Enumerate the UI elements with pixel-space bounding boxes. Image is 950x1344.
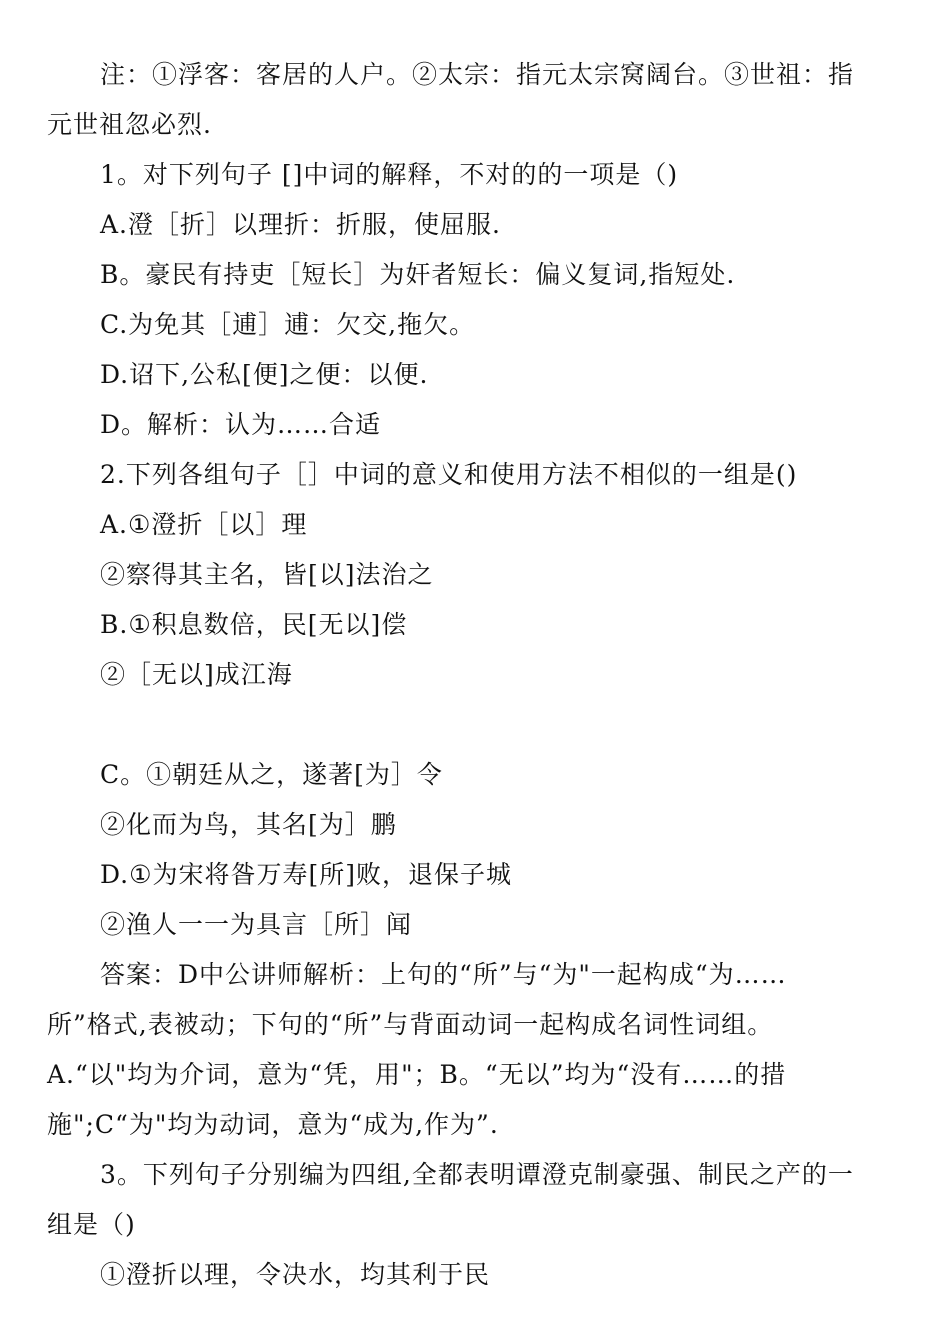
question-2-option-b-1: B.①积息数倍，民[无以]偿 xyxy=(100,610,408,639)
question-3-stem: 3。下列句子分别编为四组,全都表明谭澄克制豪强、制民之产的一 xyxy=(100,1160,854,1189)
question-3-item-1: ①澄折以理，令决水，均其利于民 xyxy=(100,1260,491,1289)
question-1-answer: D。解析：认为……合适 xyxy=(100,410,382,439)
question-1-option-d: D.诏下,公私[便]之便：以便. xyxy=(100,360,429,389)
question-2-option-d-2: ②渔人一一为具言［所］闻 xyxy=(100,910,413,939)
annotation-line: 注：①浮客：客居的人户。②太宗：指元太宗窝阔台。③世祖：指 xyxy=(100,60,855,89)
question-1-option-a: A.澄［折］以理折：折服，使屈服. xyxy=(100,210,501,239)
annotation-line-cont: 元世祖忽必烈. xyxy=(47,110,212,139)
question-2-answer-cont: A.“以"均为介词，意为“凭，用"；B。“无以”均为“没有……的措 xyxy=(47,1060,787,1089)
question-2-option-d-1: D.①为宋将昝万寿[所]败，退保子城 xyxy=(100,860,513,889)
question-3-stem-cont: 组是（) xyxy=(47,1210,136,1239)
question-2-option-a-2: ②察得其主名，皆[以]法治之 xyxy=(100,560,434,589)
question-2-answer-cont: 所”格式,表被动；下句的“所”与背面动词一起构成名词性词组。 xyxy=(47,1010,774,1039)
question-2-option-c-1: C。①朝廷从之，遂著[为］令 xyxy=(100,760,443,789)
question-2-option-c-2: ②化而为鸟，其名[为］鹏 xyxy=(100,810,397,839)
question-2-option-a-1: A.①澄折［以］理 xyxy=(100,510,308,539)
question-1-stem: 1。对下列句子 []中词的解释，不对的的一项是（) xyxy=(100,160,679,189)
question-2-option-b-2: ②［无以]成江海 xyxy=(100,660,293,689)
question-2-stem: 2.下列各组句子［］中词的意义和使用方法不相似的一组是() xyxy=(100,460,798,489)
question-2-answer-cont: 施";C“为"均为动词，意为“成为,作为”. xyxy=(47,1110,499,1139)
question-1-option-c: C.为免其［逋］逋：欠交,拖欠。 xyxy=(100,310,476,339)
question-1-option-b: B。豪民有持吏［短长］为奸者短长：偏义复词,指短处. xyxy=(100,260,736,289)
question-2-answer: 答案：D中公讲师解析：上句的“所”与“为"一起构成“为…… xyxy=(100,960,787,989)
